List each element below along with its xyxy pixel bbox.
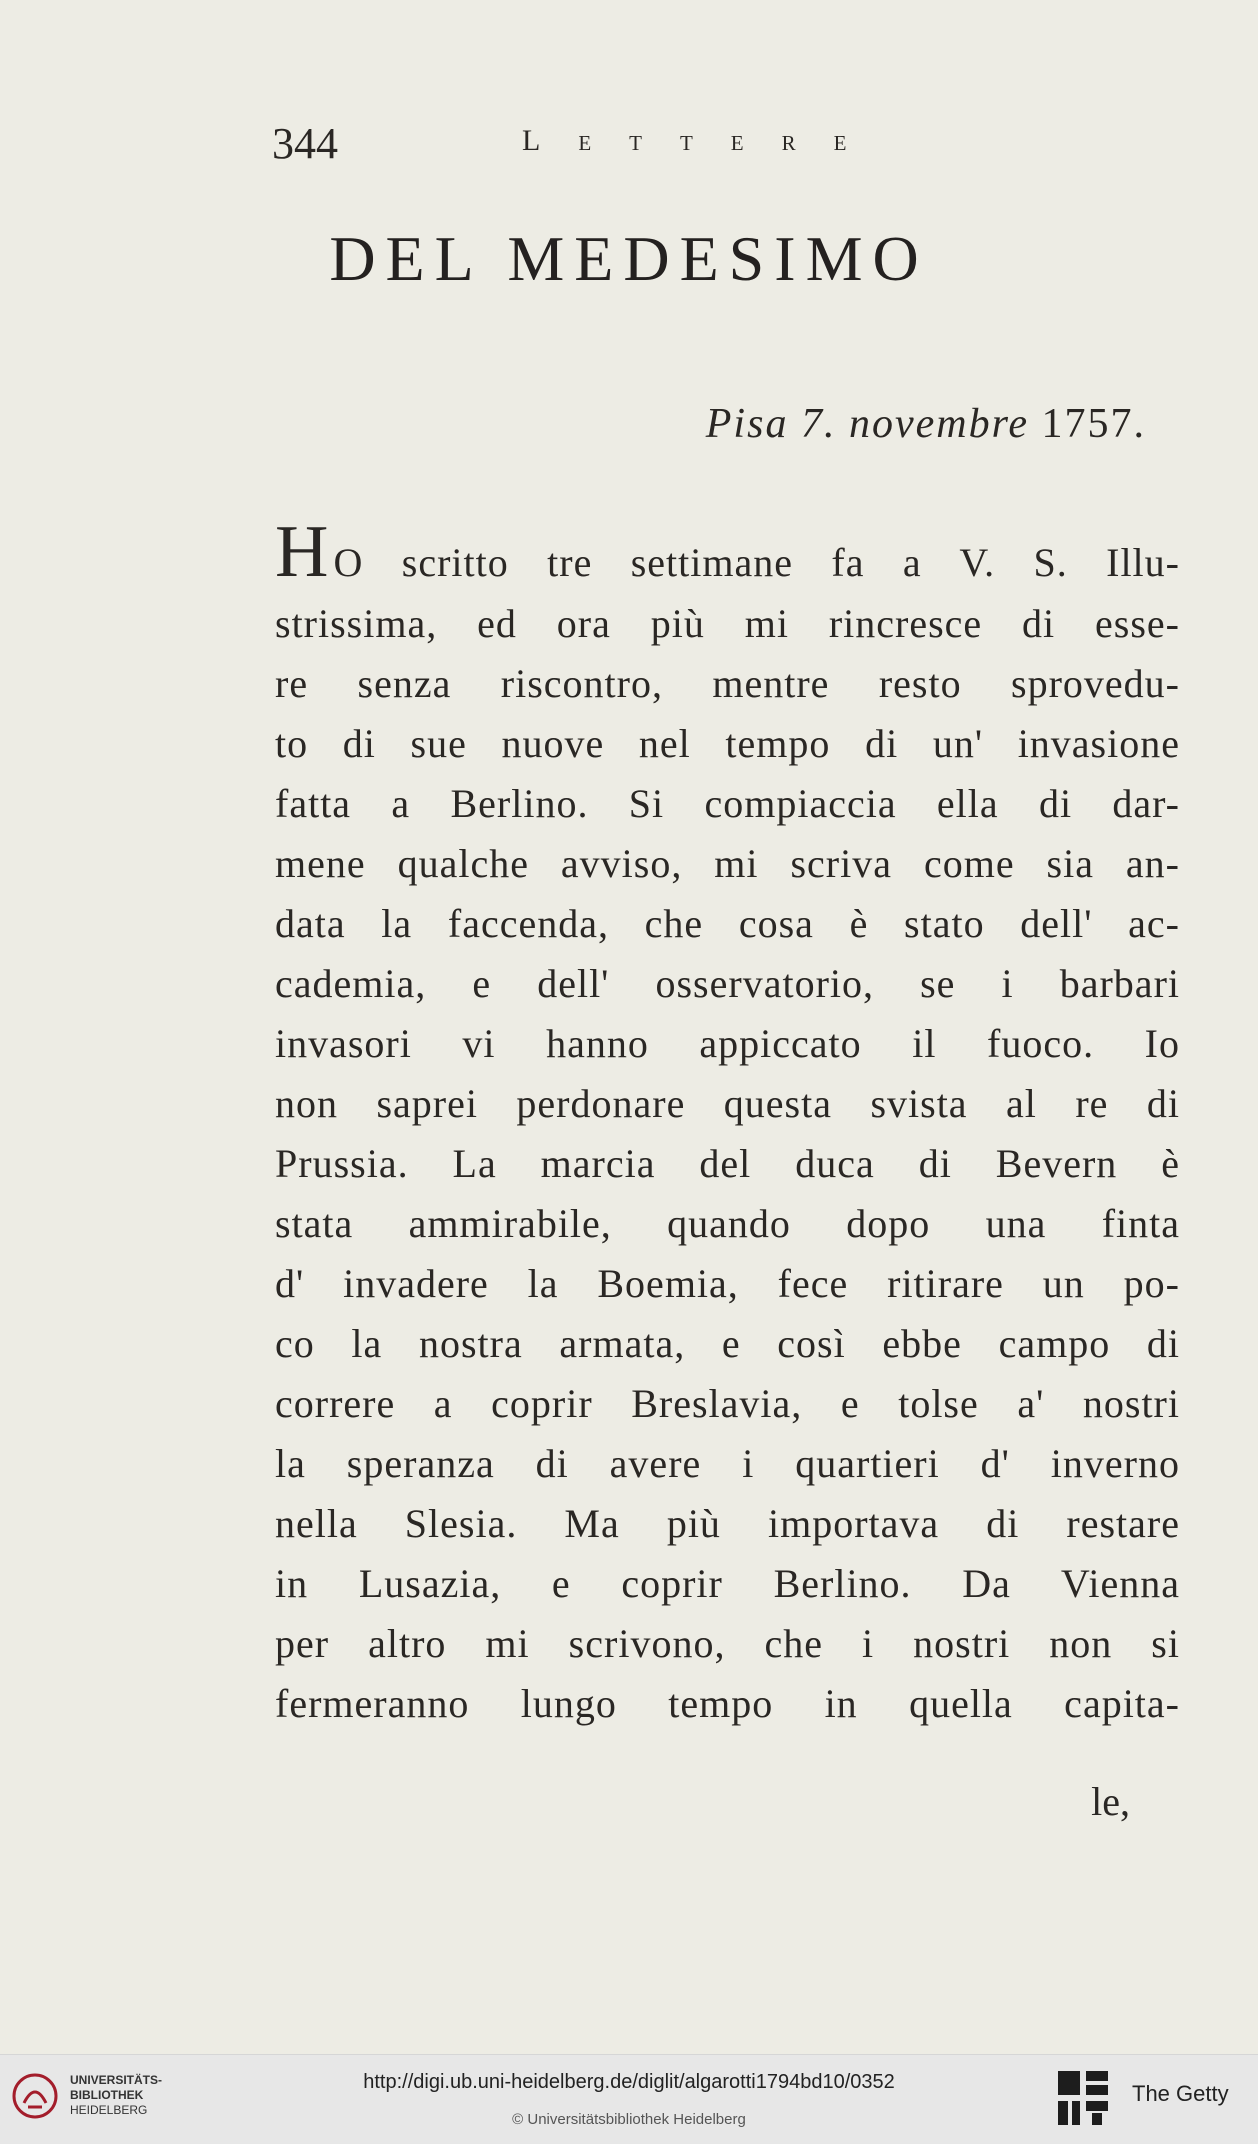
dateline [706,400,1146,448]
letter-line: nella Slesia. Ma più importava di restare [275,1501,1180,1546]
section-title: DEL MEDESIMO [329,223,929,294]
letter-line: fatta a Berlino. Si compiaccia ella di dar- [275,781,1180,826]
page-number: 344 [272,119,338,168]
letter-body [275,511,1180,1734]
getty-logo-icon [1056,2069,1110,2127]
letter-line: per altro mi scrivono, che i nostri non si [275,1621,1180,1666]
letter-line: data la faccenda, che cosa è stato dell' ac- [275,901,1180,946]
letter-line: mene qualche avviso, mi scriva come sia an- [275,841,1180,886]
viewer-footer [0,2054,1258,2144]
running-title: Lettere [522,124,885,157]
letter-line: invasori vi hanno appiccato il fuoco. Io [275,1021,1180,1066]
letter-line: la speranza di avere i quartieri d' inverno [275,1441,1180,1486]
library-name-line: UNIVERSITÄTS- [70,2073,163,2087]
library-name-line: BIBLIOTHEK [70,2088,144,2102]
letter-line [275,511,1180,594]
catchword: le, [1091,1779,1130,1824]
permalink-url[interactable]: http://digi.ub.uni-heidelberg.de/diglit/algarotti1794bd10/0352 [363,2071,895,2093]
letter-line: Prussia. La marcia del duca di Bevern è [275,1141,1180,1186]
letter-line: non saprei perdonare questa svista al re di [275,1081,1180,1126]
page-header [272,118,1172,178]
letter-line: stata ammirabile, quando dopo una finta [275,1201,1180,1246]
letter-line: co la nostra armata, e così ebbe campo di [275,1321,1180,1366]
drop-cap: H [275,511,330,593]
dateline-year: 1757. [1041,401,1146,447]
letter-line: cademia, e dell' osservatorio, se i barbari [275,961,1180,1006]
partner-name: The Getty [1132,2081,1229,2106]
dateline-place: Pisa 7. novembre [705,401,1029,447]
library-name-line: HEIDELBERG [70,2103,148,2117]
letter-line: to di sue nuove nel tempo di un' invasione [275,721,1180,766]
letter-line: in Lusazia, e coprir Berlino. Da Vienna [275,1561,1180,1606]
letter-line: re senza riscontro, mentre resto sprovedu- [275,661,1180,706]
letter-line: fermeranno lungo tempo in quella capita- [275,1681,1180,1726]
letter-line: strissima, ed ora più mi rincresce di esse- [275,601,1180,646]
copyright-notice: © Universitätsbibliothek Heidelberg [512,2111,746,2128]
letter-line: d' invadere la Boemia, fece ritirare un po- [275,1261,1180,1306]
letter-line: correre a coprir Breslavia, e tolse a' nostri [275,1381,1180,1426]
letter-line-text: O scritto tre settimane fa a V. S. Illu- [333,540,1180,585]
